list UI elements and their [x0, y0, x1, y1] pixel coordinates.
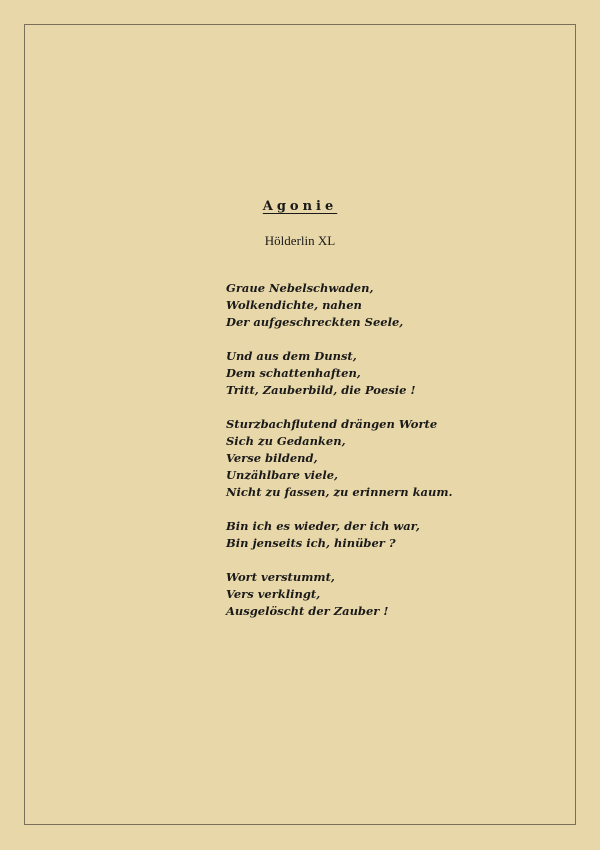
- poem-line: Nicht zu fassen, zu erinnern kaum.: [226, 485, 453, 499]
- poem-author: Hölderlin XL: [264, 233, 336, 248]
- poem-line: Bin ich es wieder, der ich war,: [226, 519, 420, 533]
- stanza: [226, 280, 453, 331]
- poem-line: Wort verstummt,: [226, 570, 335, 584]
- poem-line: Wolkendichte, nahen: [226, 298, 362, 312]
- stanza: [226, 348, 453, 399]
- stanza: [226, 518, 453, 552]
- poem-body: [226, 280, 453, 637]
- poem-line: Graue Nebelschwaden,: [226, 281, 374, 295]
- stanza: [226, 416, 453, 501]
- poem-line: Ausgelöscht der Zauber !: [226, 604, 389, 618]
- poem-line: Unzählbare viele,: [226, 468, 339, 482]
- poem-line: Verse bildend,: [226, 451, 318, 465]
- poem-title: Agonie: [262, 199, 338, 214]
- stanza: [226, 569, 453, 620]
- poem-line: Tritt, Zauberbild, die Poesie !: [226, 383, 416, 397]
- poem-line: Und aus dem Dunst,: [226, 349, 357, 363]
- poem-line: Bin jenseits ich, hinüber ?: [226, 536, 396, 550]
- poem-line: Dem schattenhaften,: [226, 366, 361, 380]
- poem-line: Der aufgeschreckten Seele,: [226, 315, 404, 329]
- poem-line: Sturzbachflutend drängen Worte: [226, 417, 438, 431]
- poem-line: Sich zu Gedanken,: [226, 434, 346, 448]
- poem-line: Vers verklingt,: [226, 587, 321, 601]
